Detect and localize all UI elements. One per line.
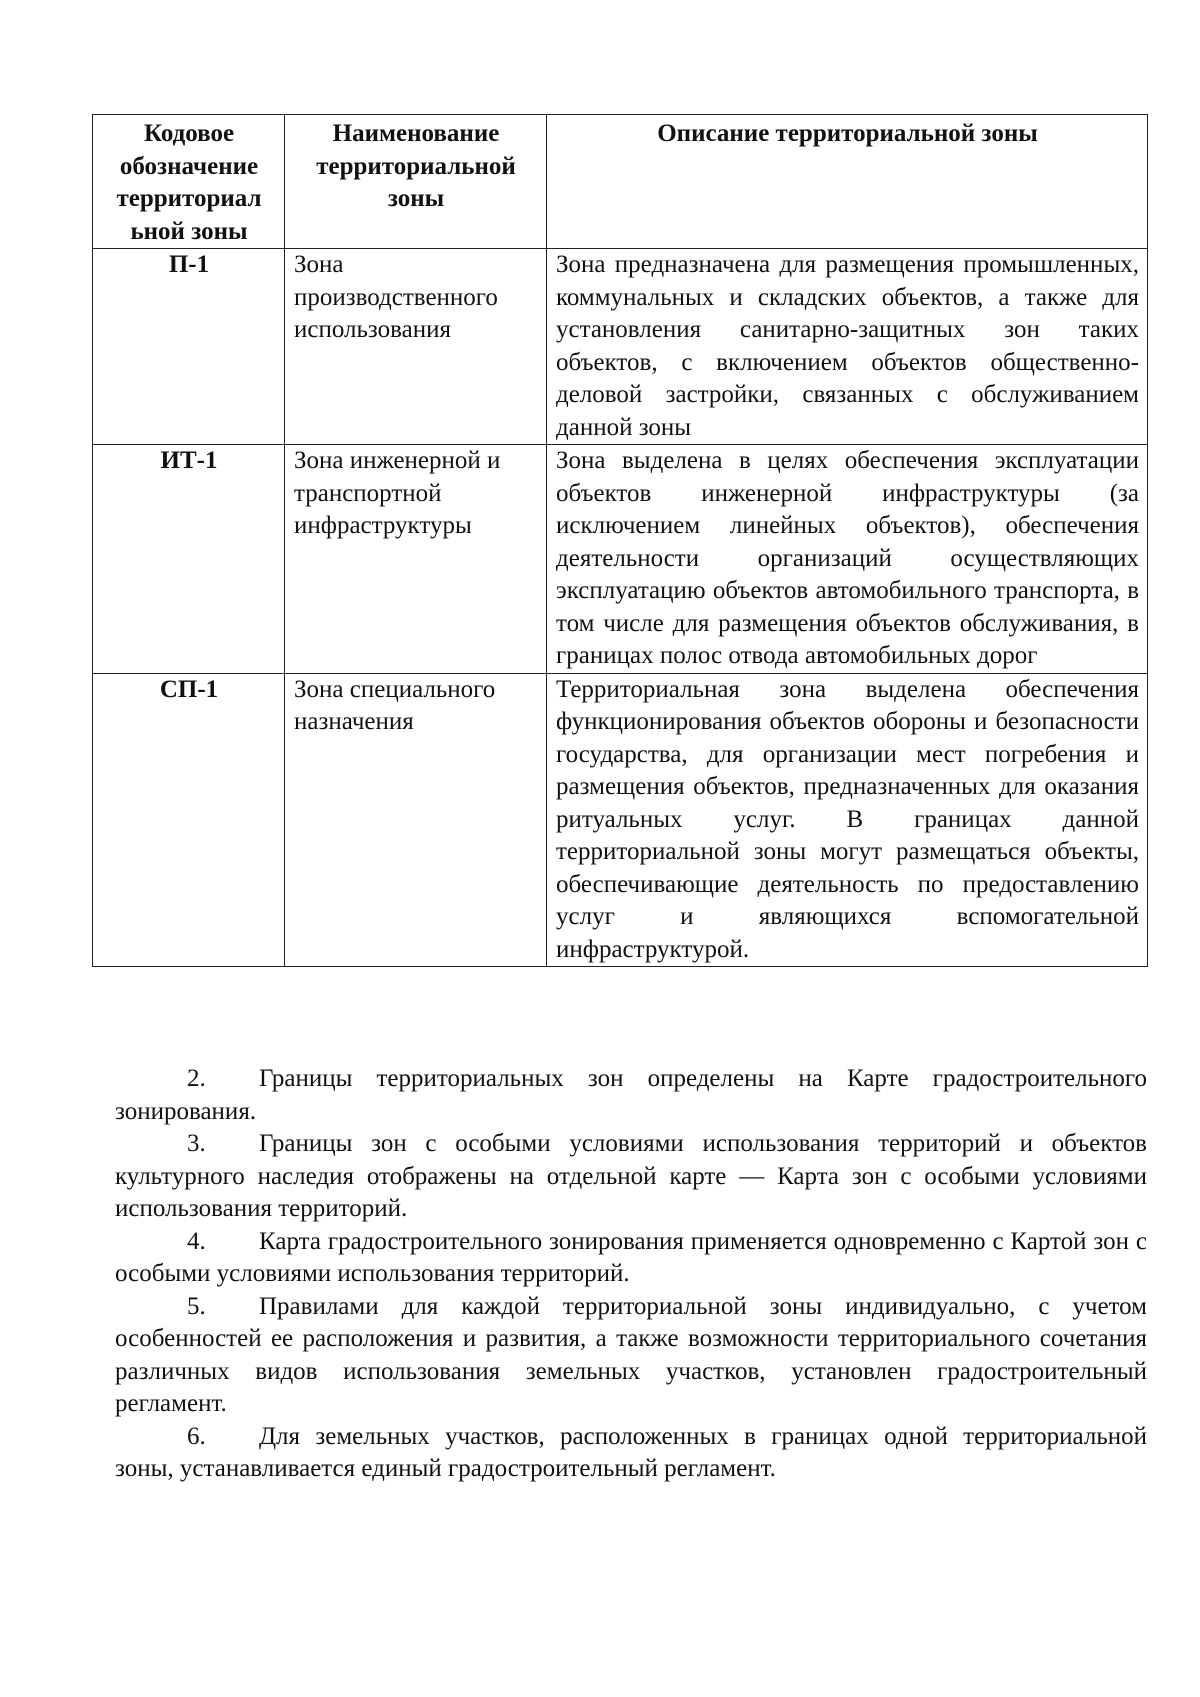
paragraph-text: Для земельных участков, расположенных в границах одной территориальной зоны, устанавливается единый градостроительный регламент.: [115, 1422, 1147, 1482]
zone-description: Зона предназначена для размещения промышленных, коммунальных и складских объектов, а также для установления санитарно-защитных зон таких объектов, с включением объектов общественно-деловой застройки, связанных с обслуживанием данной зоны: [547, 249, 1148, 445]
table-row: [93, 249, 1148, 445]
paragraph-number: 3.: [187, 1130, 206, 1157]
paragraph-number: 4.: [187, 1227, 206, 1255]
header-code: Кодовое обозначение территориал ьной зоны: [93, 115, 285, 249]
paragraph-text: Карта градостроительного зонирования применяется одновременно с Картой зон с особыми условиями использования территорий.: [115, 1227, 1147, 1287]
zone-name: Зона производственного использования: [285, 249, 547, 445]
paragraph-text: Границы зон с особыми условиями использования территорий и объектов культурного наследия отображены на отдельной карте — Карта зон с особыми условиями использования территорий.: [115, 1130, 1147, 1222]
zone-code: СП-1: [93, 673, 285, 967]
paragraph-number: 5.: [187, 1292, 206, 1320]
paragraph-4: [115, 1226, 1147, 1291]
table-row: [93, 673, 1148, 967]
table-header-row: [93, 115, 1148, 249]
paragraph-text: Правилами для каждой территориальной зоны индивидуально, с учетом особенностей ее расположения и развития, а также возможности территориального сочетания различных видов использования земельных участков, установлен градостроительный регламент.: [115, 1292, 1147, 1417]
paragraph-6: [115, 1421, 1147, 1486]
zone-description: Территориальная зона выделена обеспечения функционирования объектов обороны и безопасности государства, для организации мест погребения и размещения объектов, предназначенных для оказания ритуальных услуг. В границах данной территориальной зоны могут размещаться объекты, обеспечивающие деятельность по предоставлению услуг и являющихся вспомогательной инфраструктурой.: [547, 673, 1148, 967]
header-description: Описание территориальной зоны: [547, 115, 1148, 249]
table-row: [93, 445, 1148, 674]
paragraph-text: Границы территориальных зон определены на Карте градостроительного зонирования.: [115, 1065, 1147, 1125]
paragraph-3: [115, 1128, 1147, 1226]
zone-code: П-1: [93, 249, 285, 445]
zones-table: [92, 114, 1148, 967]
paragraph-2: [115, 1063, 1147, 1128]
zone-description: Зона выделена в целях обеспечения эксплуатации объектов инженерной инфраструктуры (за исключением линейных объектов), обеспечения деятельности организаций осуществляющих эксплуатацию объектов автомобильного транспорта, в том числе для размещения объектов обслуживания, в границах полос отвода автомобильных дорог: [547, 445, 1148, 674]
paragraph-5: [115, 1291, 1147, 1421]
numbered-paragraphs: [115, 1063, 1147, 1486]
paragraph-number: 2.: [187, 1065, 206, 1092]
zone-name: Зона инженерной и транспортной инфраструктуры: [285, 445, 547, 674]
zone-code: ИТ-1: [93, 445, 285, 674]
zone-name: Зона специального назначения: [285, 673, 547, 967]
header-name: Наименование территориальной зоны: [285, 115, 547, 249]
paragraph-number: 6.: [187, 1422, 206, 1450]
